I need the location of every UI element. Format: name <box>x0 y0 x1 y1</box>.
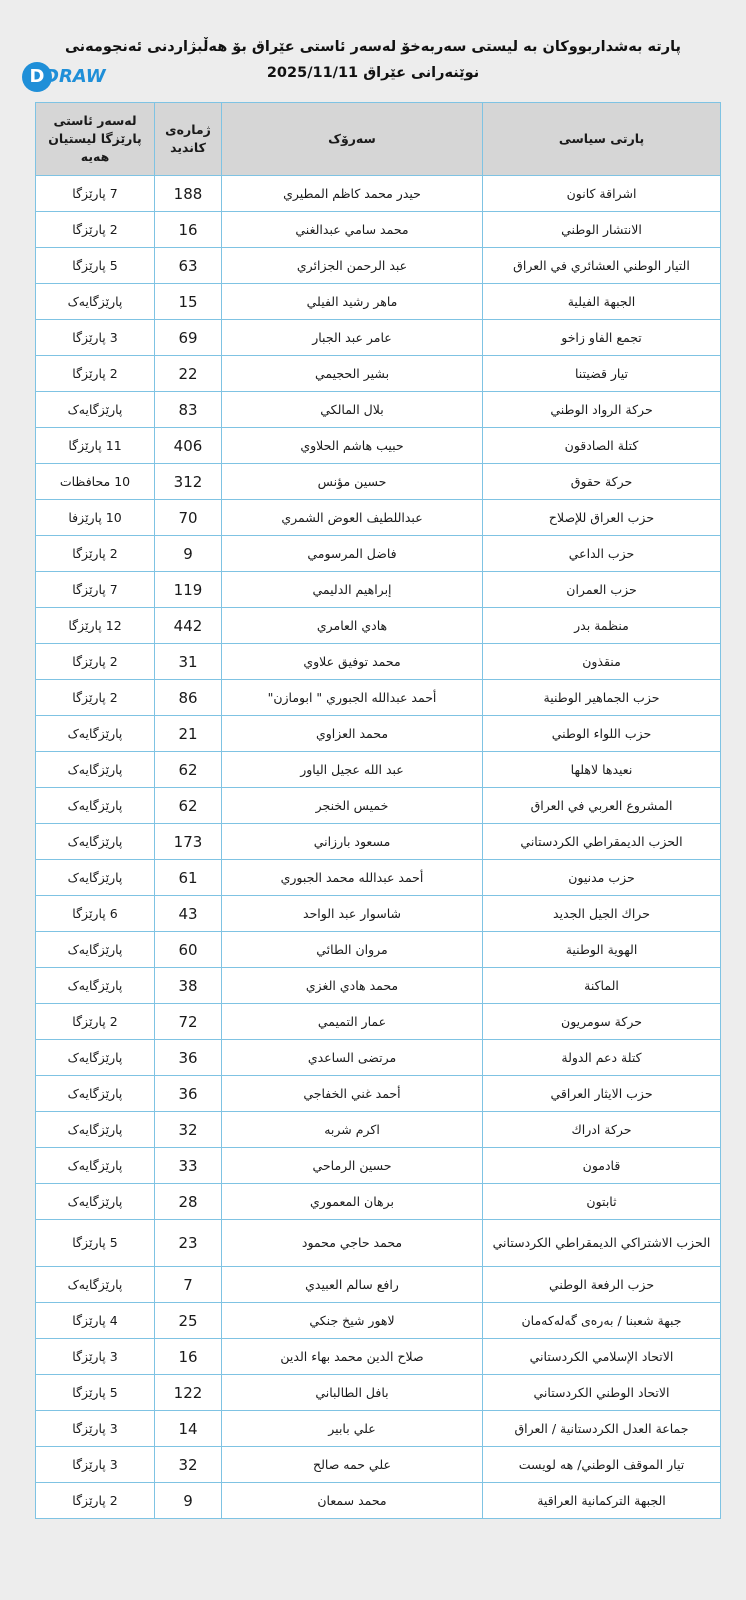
cell-count: 86 <box>155 680 222 716</box>
cell-count: 43 <box>155 896 222 932</box>
cell-party: الجبهة التركمانية العراقية <box>483 1483 721 1519</box>
table-row <box>36 428 721 464</box>
table-row <box>36 644 721 680</box>
cell-leader: حسين مؤنس <box>222 464 483 500</box>
cell-leader: محمد توفيق علاوي <box>222 644 483 680</box>
cell-count: 16 <box>155 1339 222 1375</box>
cell-count: 442 <box>155 608 222 644</box>
table-row <box>36 1447 721 1483</box>
cell-party: الهوية الوطنية <box>483 932 721 968</box>
header-provinces: لەسەر ئاستی پارێزگا لیستیان هەیە <box>36 103 155 176</box>
cell-leader: مروان الطائي <box>222 932 483 968</box>
cell-leader: أحمد غني الخفاجي <box>222 1076 483 1112</box>
cell-leader: مسعود بارزاني <box>222 824 483 860</box>
cell-count: 9 <box>155 1483 222 1519</box>
table-row <box>36 392 721 428</box>
cell-leader: عامر عبد الجبار <box>222 320 483 356</box>
cell-provinces: پارێزگایەک <box>36 860 155 896</box>
cell-provinces: پارێزگایەک <box>36 824 155 860</box>
table-row <box>36 932 721 968</box>
table-row <box>36 1411 721 1447</box>
cell-party: تيار قضيتنا <box>483 356 721 392</box>
cell-party: منظمة بدر <box>483 608 721 644</box>
cell-provinces: 2 پارێزگا <box>36 1004 155 1040</box>
table-row <box>36 1303 721 1339</box>
cell-leader: اكرم شربه <box>222 1112 483 1148</box>
cell-leader: أحمد عبدالله محمد الجبوري <box>222 860 483 896</box>
table-row <box>36 608 721 644</box>
cell-provinces: 2 پارێزگا <box>36 536 155 572</box>
cell-party: حركة الرواد الوطني <box>483 392 721 428</box>
table-row <box>36 1148 721 1184</box>
table-row <box>36 788 721 824</box>
cell-leader: عبداللطيف العوض الشمري <box>222 500 483 536</box>
table-row <box>36 212 721 248</box>
cell-count: 32 <box>155 1112 222 1148</box>
cell-party: الاتحاد الإسلامي الكردستاني <box>483 1339 721 1375</box>
cell-leader: حيدر محمد كاظم المطيري <box>222 176 483 212</box>
cell-party: حزب الرفعة الوطني <box>483 1267 721 1303</box>
cell-leader: حبيب هاشم الحلاوي <box>222 428 483 464</box>
cell-leader: محمد حاجي محمود <box>222 1220 483 1267</box>
cell-count: 62 <box>155 788 222 824</box>
cell-party: حزب مدنيون <box>483 860 721 896</box>
cell-provinces: 3 پارێزگا <box>36 320 155 356</box>
cell-leader: أحمد عبدالله الجبوري " ابومازن" <box>222 680 483 716</box>
cell-leader: عبد الله عجيل الياور <box>222 752 483 788</box>
cell-leader: فاضل المرسومي <box>222 536 483 572</box>
cell-leader: علي حمه صالح <box>222 1447 483 1483</box>
cell-count: 312 <box>155 464 222 500</box>
table-row <box>36 320 721 356</box>
table-row <box>36 284 721 320</box>
cell-count: 83 <box>155 392 222 428</box>
cell-count: 63 <box>155 248 222 284</box>
cell-count: 38 <box>155 968 222 1004</box>
table-row <box>36 1112 721 1148</box>
table-row <box>36 1184 721 1220</box>
cell-provinces: پارێزگایەک <box>36 1076 155 1112</box>
cell-count: 36 <box>155 1076 222 1112</box>
cell-party: حزب الايثار العراقي <box>483 1076 721 1112</box>
cell-leader: بلال المالكي <box>222 392 483 428</box>
cell-leader: رافع سالم العبيدي <box>222 1267 483 1303</box>
cell-leader: مرتضى الساعدي <box>222 1040 483 1076</box>
cell-count: 173 <box>155 824 222 860</box>
cell-party: الانتشار الوطني <box>483 212 721 248</box>
cell-party: الحزب الديمقراطي الكردستاني <box>483 824 721 860</box>
cell-provinces: 2 پارێزگا <box>36 680 155 716</box>
cell-party: قادمون <box>483 1148 721 1184</box>
cell-provinces: 2 پارێزگا <box>36 1483 155 1519</box>
cell-party: كتلة الصادقون <box>483 428 721 464</box>
cell-count: 21 <box>155 716 222 752</box>
cell-leader: لاهور شيخ جنكي <box>222 1303 483 1339</box>
cell-provinces: 6 پارێزگا <box>36 896 155 932</box>
cell-party: حزب الداعي <box>483 536 721 572</box>
cell-party: حركة سومريون <box>483 1004 721 1040</box>
table-row <box>36 1339 721 1375</box>
parties-table <box>35 102 721 1519</box>
cell-count: 69 <box>155 320 222 356</box>
cell-count: 61 <box>155 860 222 896</box>
cell-party: منقذون <box>483 644 721 680</box>
title-line-1: پارتە بەشداربووکان بە لیستی سەربەخۆ لەسەر ئاستی عێراق بۆ هەڵبژاردنی ئەنجومەنی <box>65 39 681 55</box>
cell-party: حزب العراق للإصلاح <box>483 500 721 536</box>
table-row <box>36 536 721 572</box>
cell-provinces: پارێزگایەک <box>36 1148 155 1184</box>
cell-leader: بافل الطالباني <box>222 1375 483 1411</box>
table-row <box>36 716 721 752</box>
cell-party: حراك الجيل الجديد <box>483 896 721 932</box>
table-row <box>36 572 721 608</box>
cell-provinces: 3 پارێزگا <box>36 1411 155 1447</box>
logo-text: DRAW <box>44 66 106 87</box>
cell-count: 15 <box>155 284 222 320</box>
cell-count: 14 <box>155 1411 222 1447</box>
cell-party: نعيدها لاهلها <box>483 752 721 788</box>
cell-leader: شاسوار عبد الواحد <box>222 896 483 932</box>
cell-leader: خميس الخنجر <box>222 788 483 824</box>
cell-count: 36 <box>155 1040 222 1076</box>
header-leader: سەرۆک <box>222 103 483 176</box>
table-row <box>36 176 721 212</box>
cell-count: 122 <box>155 1375 222 1411</box>
cell-leader: ماهر رشيد الفيلي <box>222 284 483 320</box>
cell-party: الجبهة الفيلية <box>483 284 721 320</box>
header-count: ژمارەی کاندید <box>155 103 222 176</box>
cell-party: الماكنة <box>483 968 721 1004</box>
table-row <box>36 1004 721 1040</box>
cell-party: حركة حقوق <box>483 464 721 500</box>
cell-provinces: پارێزگایەک <box>36 932 155 968</box>
table-row <box>36 752 721 788</box>
cell-party: حزب العمران <box>483 572 721 608</box>
cell-provinces: 4 پارێزگا <box>36 1303 155 1339</box>
cell-leader: محمد سمعان <box>222 1483 483 1519</box>
cell-count: 7 <box>155 1267 222 1303</box>
table-body <box>36 176 721 1519</box>
cell-provinces: 5 پارێزگا <box>36 1375 155 1411</box>
cell-count: 22 <box>155 356 222 392</box>
cell-provinces: 5 پارێزگا <box>36 1220 155 1267</box>
cell-provinces: 2 پارێزگا <box>36 356 155 392</box>
cell-party: جبهة شعبنا / بەرەی گەلەکەمان <box>483 1303 721 1339</box>
cell-count: 32 <box>155 1447 222 1483</box>
cell-count: 31 <box>155 644 222 680</box>
cell-leader: صلاح الدين محمد بهاء الدين <box>222 1339 483 1375</box>
cell-provinces: 7 پارێزگا <box>36 572 155 608</box>
page-title <box>40 34 706 86</box>
cell-provinces: 12 پارێزگا <box>36 608 155 644</box>
page-header <box>0 0 746 100</box>
table-row <box>36 824 721 860</box>
cell-provinces: 7 پارێزگا <box>36 176 155 212</box>
table-row <box>36 1076 721 1112</box>
header-party: پارتی سیاسی <box>483 103 721 176</box>
table-row <box>36 1220 721 1267</box>
table-row <box>36 248 721 284</box>
cell-leader: هادي العامري <box>222 608 483 644</box>
cell-provinces: پارێزگایەک <box>36 284 155 320</box>
cell-provinces: پارێزگایەک <box>36 1112 155 1148</box>
cell-count: 16 <box>155 212 222 248</box>
parties-table-container <box>35 102 720 1519</box>
cell-leader: حسين الرماحي <box>222 1148 483 1184</box>
cell-party: حزب اللواء الوطني <box>483 716 721 752</box>
cell-count: 23 <box>155 1220 222 1267</box>
cell-provinces: 11 پارێزگا <box>36 428 155 464</box>
cell-provinces: 2 پارێزگا <box>36 212 155 248</box>
cell-provinces: 3 پارێزگا <box>36 1447 155 1483</box>
cell-leader: عبد الرحمن الجزائري <box>222 248 483 284</box>
table-row <box>36 1483 721 1519</box>
cell-party: تيار الموقف الوطني/ هه لويست <box>483 1447 721 1483</box>
cell-provinces: پارێزگایەک <box>36 1040 155 1076</box>
cell-provinces: پارێزگایەک <box>36 968 155 1004</box>
cell-party: الحزب الاشتراكي الديمقراطي الكردستاني <box>483 1220 721 1267</box>
cell-count: 72 <box>155 1004 222 1040</box>
cell-party: تجمع الفاو زاخو <box>483 320 721 356</box>
cell-count: 70 <box>155 500 222 536</box>
table-row <box>36 896 721 932</box>
title-line-2: نوێنەرانی عێراق 2025/11/11 <box>266 65 480 81</box>
table-row <box>36 1267 721 1303</box>
cell-leader: برهان المعموري <box>222 1184 483 1220</box>
cell-leader: إبراهيم الدليمي <box>222 572 483 608</box>
cell-party: الاتحاد الوطني الكردستاني <box>483 1375 721 1411</box>
cell-count: 188 <box>155 176 222 212</box>
table-row <box>36 1375 721 1411</box>
cell-count: 9 <box>155 536 222 572</box>
cell-leader: محمد سامي عبدالغني <box>222 212 483 248</box>
cell-provinces: پارێزگایەک <box>36 716 155 752</box>
cell-provinces: 10 پارێزفا <box>36 500 155 536</box>
cell-leader: محمد هادي الغزي <box>222 968 483 1004</box>
cell-count: 119 <box>155 572 222 608</box>
table-row <box>36 860 721 896</box>
cell-party: حركة ادراك <box>483 1112 721 1148</box>
cell-provinces: 5 پارێزگا <box>36 248 155 284</box>
table-row <box>36 464 721 500</box>
cell-provinces: پارێزگایەک <box>36 1184 155 1220</box>
table-row <box>36 500 721 536</box>
cell-leader: عمار التميمي <box>222 1004 483 1040</box>
table-header-row <box>36 103 721 176</box>
table-row <box>36 1040 721 1076</box>
cell-leader: علي بابير <box>222 1411 483 1447</box>
cell-leader: بشير الحجيمي <box>222 356 483 392</box>
cell-party: التيار الوطني العشائري في العراق <box>483 248 721 284</box>
cell-provinces: 3 پارێزگا <box>36 1339 155 1375</box>
cell-count: 60 <box>155 932 222 968</box>
cell-provinces: 10 محافظات <box>36 464 155 500</box>
cell-provinces: پارێزگایەک <box>36 752 155 788</box>
cell-provinces: پارێزگایەک <box>36 392 155 428</box>
cell-count: 25 <box>155 1303 222 1339</box>
cell-party: اشراقة كانون <box>483 176 721 212</box>
cell-leader: محمد العزاوي <box>222 716 483 752</box>
cell-party: ثابتون <box>483 1184 721 1220</box>
cell-count: 406 <box>155 428 222 464</box>
cell-party: المشروع العربي في العراق <box>483 788 721 824</box>
cell-party: جماعة العدل الكردستانية / العراق <box>483 1411 721 1447</box>
cell-count: 33 <box>155 1148 222 1184</box>
cell-party: حزب الجماهير الوطنية <box>483 680 721 716</box>
cell-party: كتلة دعم الدولة <box>483 1040 721 1076</box>
cell-provinces: پارێزگایەک <box>36 1267 155 1303</box>
table-row <box>36 680 721 716</box>
cell-count: 62 <box>155 752 222 788</box>
logo-mark-icon: D <box>22 62 52 92</box>
cell-provinces: پارێزگایەک <box>36 788 155 824</box>
cell-provinces: 2 پارێزگا <box>36 644 155 680</box>
cell-count: 28 <box>155 1184 222 1220</box>
table-row <box>36 356 721 392</box>
table-row <box>36 968 721 1004</box>
